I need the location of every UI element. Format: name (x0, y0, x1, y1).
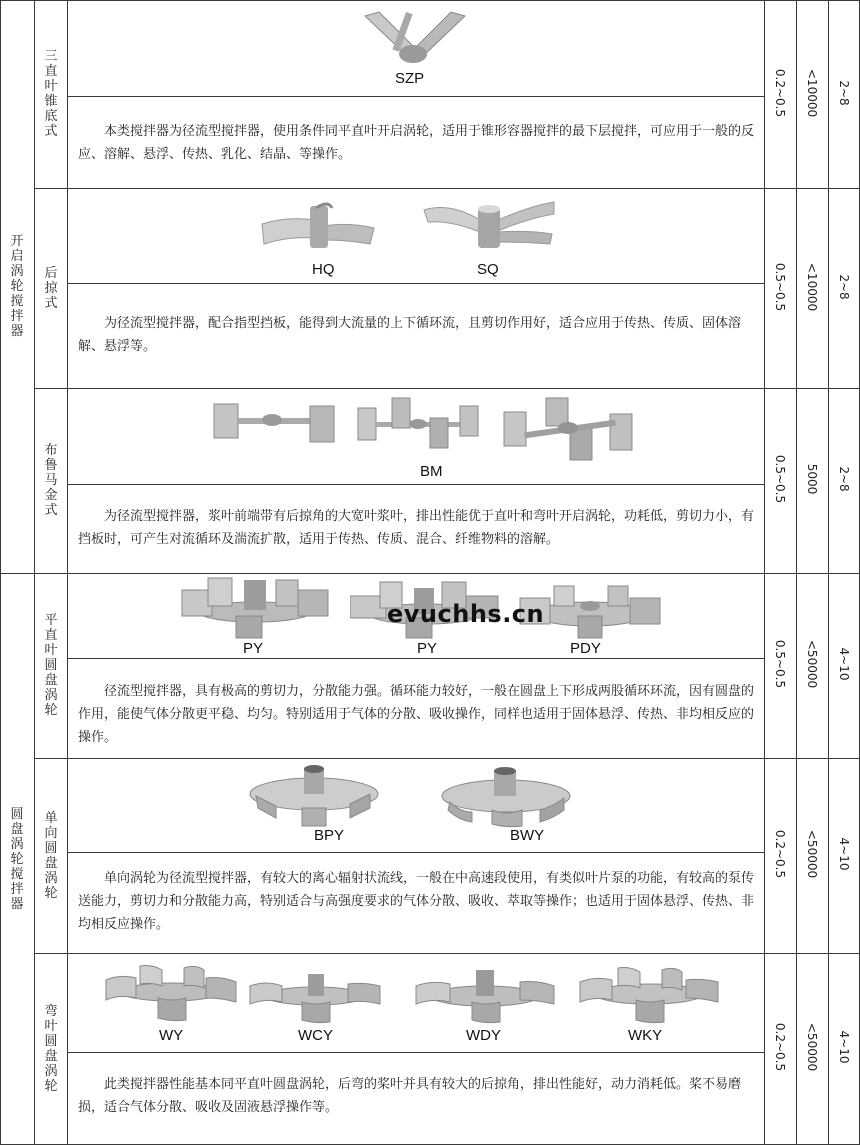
sq-impeller-image (420, 196, 560, 258)
ratio-value: 0.5~0.5 (773, 454, 787, 504)
type-hq: 后 掠 式 (44, 265, 58, 311)
model-label: PY (243, 640, 264, 657)
model-label: BWY (510, 827, 545, 844)
bwy-impeller-image (438, 766, 574, 830)
bm-impeller-image-1 (210, 398, 340, 448)
model-label: SQ (477, 261, 499, 278)
viscosity-value: <10000 (805, 262, 819, 312)
range-value: 2~8 (837, 466, 851, 492)
model-label: BM (420, 463, 443, 480)
ratio-value: 0.2~0.5 (773, 829, 787, 879)
type-bm: 布 鲁 马 金 式 (44, 443, 58, 518)
bpy-impeller-image (246, 764, 382, 830)
range-value: 4~10 (837, 647, 851, 681)
model-label: SZP (395, 70, 425, 87)
hq-impeller-image (258, 196, 378, 258)
viscosity-value: <50000 (805, 639, 819, 689)
model-label: WKY (628, 1027, 663, 1044)
type-bpy: 单 向 圆 盘 涡 轮 (44, 810, 58, 901)
wcy-impeller-image (248, 968, 382, 1026)
model-label: PDY (570, 640, 601, 657)
viscosity-value: 5000 (805, 463, 819, 495)
range-value: 2~8 (837, 80, 851, 106)
description-py: 径流型搅拌器，具有极高的剪切力，分散能力强。循环能力较好，一般在圆盘上下形成两股循环环流，因有圆盘的作用，能使气体分散更平稳、均匀。特别适用于气体的分散、吸收操作，同样也适用于固体悬浮、传热、非均相反应的操作。 (78, 684, 755, 745)
ratio-value: 0.5~0.5 (773, 262, 787, 312)
model-label: WCY (298, 1027, 333, 1044)
viscosity-value: <10000 (805, 68, 819, 118)
bm-impeller-image-3 (500, 396, 640, 462)
range-value: 2~8 (837, 274, 851, 300)
viscosity-value: <50000 (805, 829, 819, 879)
description-bm: 为径流型搅拌器，浆叶前端带有后掠角的大宽叶浆叶，排出性能优于直叶和弯叶开启涡轮，功耗低，剪切力小，有挡板时，可产生对流循环及湍流扩散，适用于传热、传质、混合、纤维物料的溶解。 (78, 509, 755, 547)
model-label: BPY (314, 827, 345, 844)
wy-impeller-image (104, 962, 238, 1024)
watermark-text: evuchhs.cn (387, 600, 545, 628)
model-label: WY (159, 1027, 184, 1044)
model-label: HQ (312, 261, 335, 278)
wdy-impeller-image (414, 966, 556, 1026)
description-hq-sq: 为径流型搅拌器，配合指型挡板，能得到大流量的上下循环流，且剪切作用好，适合应用于传热、传质、固体溶解、悬浮等。 (78, 316, 742, 354)
py-impeller-image-1 (180, 576, 330, 640)
viscosity-value: <50000 (805, 1022, 819, 1072)
szp-impeller-image (355, 8, 475, 68)
ratio-value: 0.2~0.5 (773, 1022, 787, 1072)
ratio-value: 0.2~0.5 (773, 68, 787, 118)
description-bpy: 单向涡轮为径流型搅拌器，有较大的离心辐射状流线，一般在中高速段使用，有类似叶片泵的功能，有较高的泵传送能力，剪切力和分散能力高，特别适合与高强度要求的气体分散、吸收、萃取等操作；也适用于固体悬浮、传热、非均相反应操作。 (78, 871, 755, 932)
category-open-turbine: 开 启 涡 轮 搅 拌 器 (10, 234, 24, 339)
type-szp: 三 直 叶 锥 底 式 (44, 49, 58, 139)
type-py: 平 直 叶 圆 盘 涡 轮 (44, 613, 58, 718)
description-wy: 此类搅拌器性能基本同平直叶圆盘涡轮，后弯的桨叶并具有较大的后掠角，排出性能好，动力消耗低。桨不易磨损，适合气体分散、吸收及固液悬浮操作等。 (78, 1077, 742, 1115)
wky-impeller-image (578, 964, 720, 1026)
ratio-value: 0.5~0.5 (773, 639, 787, 689)
range-value: 4~10 (837, 1030, 851, 1064)
bm-impeller-image-2 (352, 396, 482, 450)
category-disc-turbine: 圆 盘 涡 轮 搅 拌 器 (10, 806, 24, 912)
range-value: 4~10 (837, 837, 851, 871)
description-szp: 本类搅拌器为径流型搅拌器，使用条件同平直叶开启涡轮，适用于锥形容器搅拌的最下层搅拌，可应用于一般的反应、溶解、悬浮、传热、乳化、结晶、等操作。 (78, 124, 755, 162)
model-label: PY (417, 640, 438, 657)
type-wy: 弯 叶 圆 盘 涡 轮 (44, 1004, 58, 1094)
model-label: WDY (466, 1027, 501, 1044)
